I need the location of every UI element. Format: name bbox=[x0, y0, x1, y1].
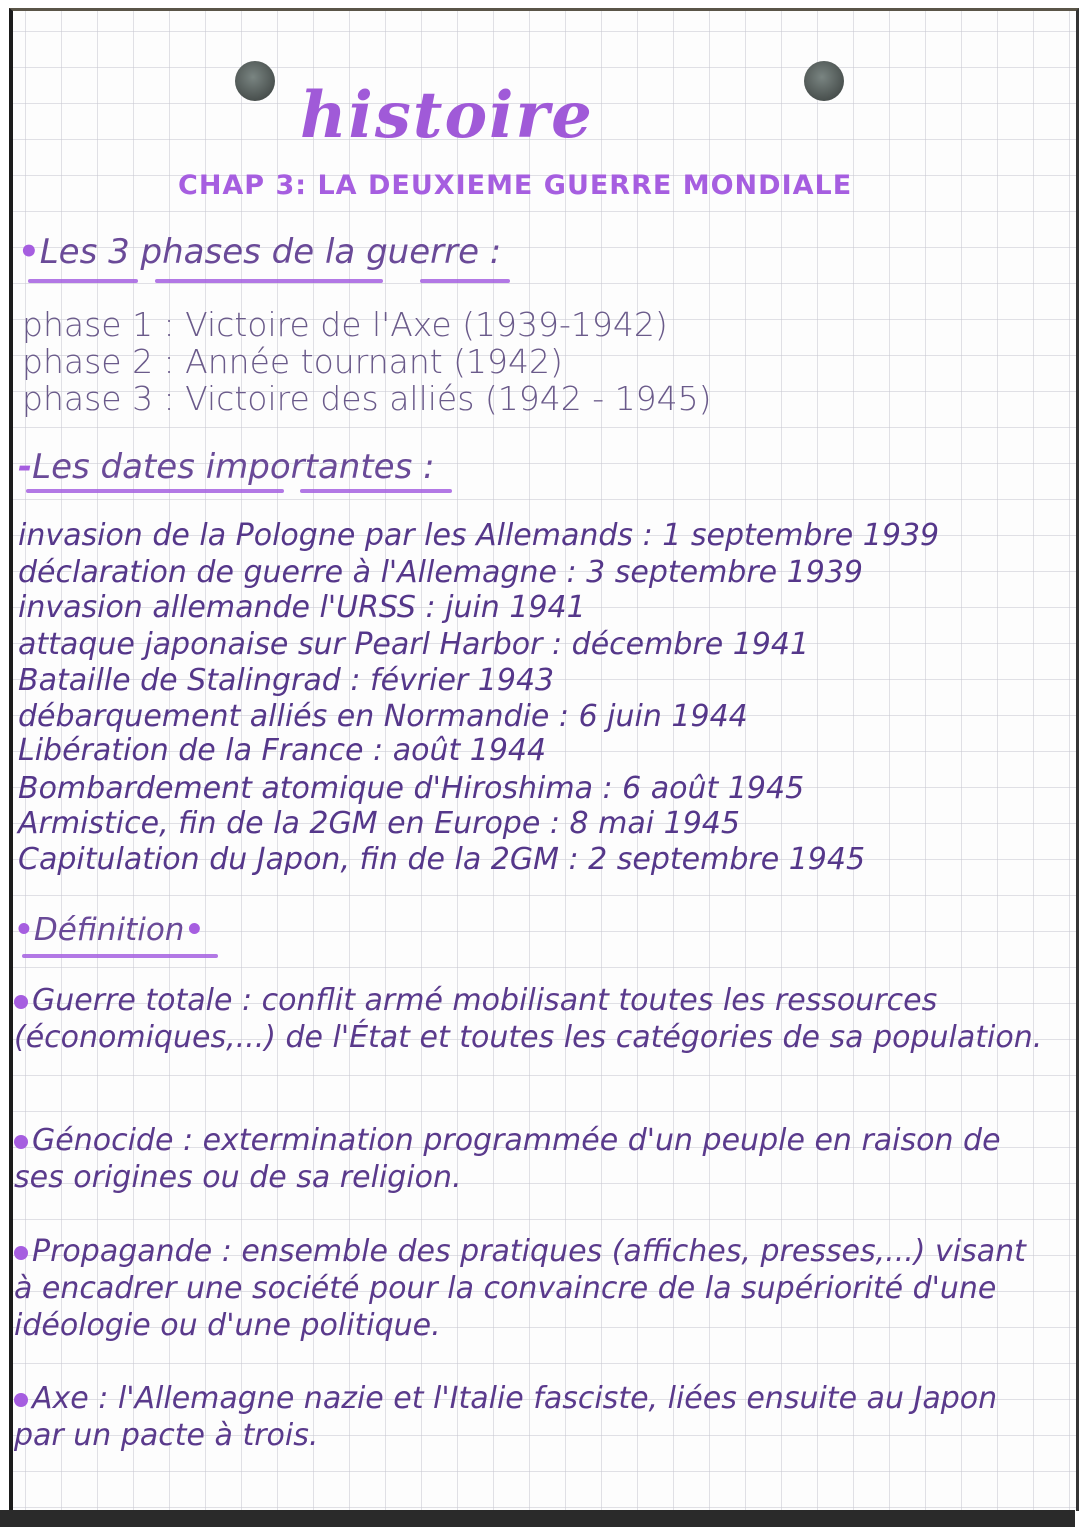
date-value: 6 juin 1944 bbox=[578, 699, 748, 734]
definition-bullet-icon bbox=[14, 1393, 28, 1407]
definition-bullet-icon bbox=[14, 1135, 28, 1149]
definition-text: ensemble des pratiques (affiches, presses,...) visant à encadrer une société pour la convaincre de la supériorité d'une idéologie ou d'une politique. bbox=[14, 1234, 1026, 1343]
date-item: Libération de la France : août 1944 bbox=[18, 733, 547, 768]
heading-bullet-icon: - bbox=[18, 447, 33, 487]
heading-bullet-icon: • bbox=[184, 912, 205, 948]
definition-term: Génocide bbox=[32, 1123, 174, 1158]
heading-underline bbox=[300, 489, 452, 493]
subject-title: histoire bbox=[300, 78, 594, 153]
date-value: juin 1941 bbox=[445, 590, 586, 625]
phase-item: phase 1 : Victoire de l'Axe (1939-1942) bbox=[22, 305, 668, 344]
definition-text: extermination programmée d'un peuple en raison de ses origines ou de sa religion. bbox=[14, 1123, 1001, 1195]
definition-term: Guerre totale bbox=[32, 983, 233, 1018]
date-value: 6 août 1945 bbox=[622, 771, 805, 806]
date-item: Armistice, fin de la 2GM en Europe : 8 mai 1945 bbox=[18, 806, 740, 841]
phase-item: phase 2 : Année tournant (1942) bbox=[22, 342, 563, 381]
date-value: décembre 1941 bbox=[571, 627, 810, 662]
punch-hole-left-icon bbox=[235, 61, 275, 101]
heading-underline bbox=[22, 954, 218, 958]
page-bottom-shadow bbox=[0, 1510, 1075, 1527]
dates-heading: -Les dates importantes : bbox=[18, 447, 435, 487]
heading-underline bbox=[420, 279, 510, 283]
phase-item: phase 3 : Victoire des alliés (1942 - 1945) bbox=[22, 379, 712, 418]
date-value: février 1943 bbox=[370, 663, 555, 698]
definition-item: Génocide : extermination programmée d'un peuple en raison de ses origines ou de sa religion. bbox=[14, 1123, 1001, 1195]
punch-hole-right-icon bbox=[804, 61, 844, 101]
date-value: 3 septembre 1939 bbox=[586, 555, 864, 590]
date-item: Bataille de Stalingrad : février 1943 bbox=[18, 663, 555, 698]
date-item: invasion de la Pologne par les Allemands : 1 septembre 1939 bbox=[18, 518, 940, 553]
definition-term: Axe bbox=[32, 1381, 89, 1416]
phases-heading: •Les 3 phases de la guerre : bbox=[18, 232, 502, 272]
date-value: 1 septembre 1939 bbox=[662, 518, 940, 553]
definition-item: Axe : l'Allemagne nazie et l'Italie fasciste, liées ensuite au Japon par un pacte à trois. bbox=[14, 1381, 998, 1453]
heading-underline bbox=[155, 279, 383, 283]
definitions-heading: •Définition• bbox=[14, 912, 205, 948]
date-value: 2 septembre 1945 bbox=[588, 842, 866, 877]
heading-underline bbox=[28, 279, 138, 283]
definition-term: Propagande bbox=[32, 1234, 213, 1269]
date-item: Bombardement atomique d'Hiroshima : 6 août 1945 bbox=[18, 771, 805, 806]
heading-bullet-icon: • bbox=[18, 232, 40, 272]
date-value: 8 mai 1945 bbox=[569, 806, 740, 841]
date-item: attaque japonaise sur Pearl Harbor : décembre 1941 bbox=[18, 627, 810, 662]
date-value: août 1944 bbox=[392, 733, 547, 768]
definition-text: conflit armé mobilisant toutes les ressources (économiques,...) de l'État et toutes les catégories de sa population. bbox=[14, 983, 1043, 1055]
definition-item: Propagande : ensemble des pratiques (affiches, presses,...) visant à encadrer une société pour la convaincre de la supériorité d'une idéologie ou d'une politique. bbox=[14, 1234, 1026, 1343]
date-item: Capitulation du Japon, fin de la 2GM : 2 septembre 1945 bbox=[18, 842, 866, 877]
heading-bullet-icon: • bbox=[14, 912, 34, 948]
definition-bullet-icon bbox=[14, 1246, 28, 1260]
definition-text: l'Allemagne nazie et l'Italie fasciste, liées ensuite au Japon par un pacte à trois. bbox=[14, 1381, 998, 1453]
heading-underline bbox=[26, 489, 284, 493]
date-item: débarquement alliés en Normandie : 6 juin 1944 bbox=[18, 699, 748, 734]
definition-bullet-icon bbox=[14, 995, 28, 1009]
definition-item: Guerre totale : conflit armé mobilisant toutes les ressources (économiques,...) de l'État et toutes les catégories de sa population. bbox=[14, 983, 1043, 1055]
date-item: déclaration de guerre à l'Allemagne : 3 septembre 1939 bbox=[18, 555, 864, 590]
chapter-title: CHAP 3: LA DEUXIEME GUERRE MONDIALE bbox=[178, 170, 853, 201]
date-item: invasion allemande l'URSS : juin 1941 bbox=[18, 590, 586, 625]
